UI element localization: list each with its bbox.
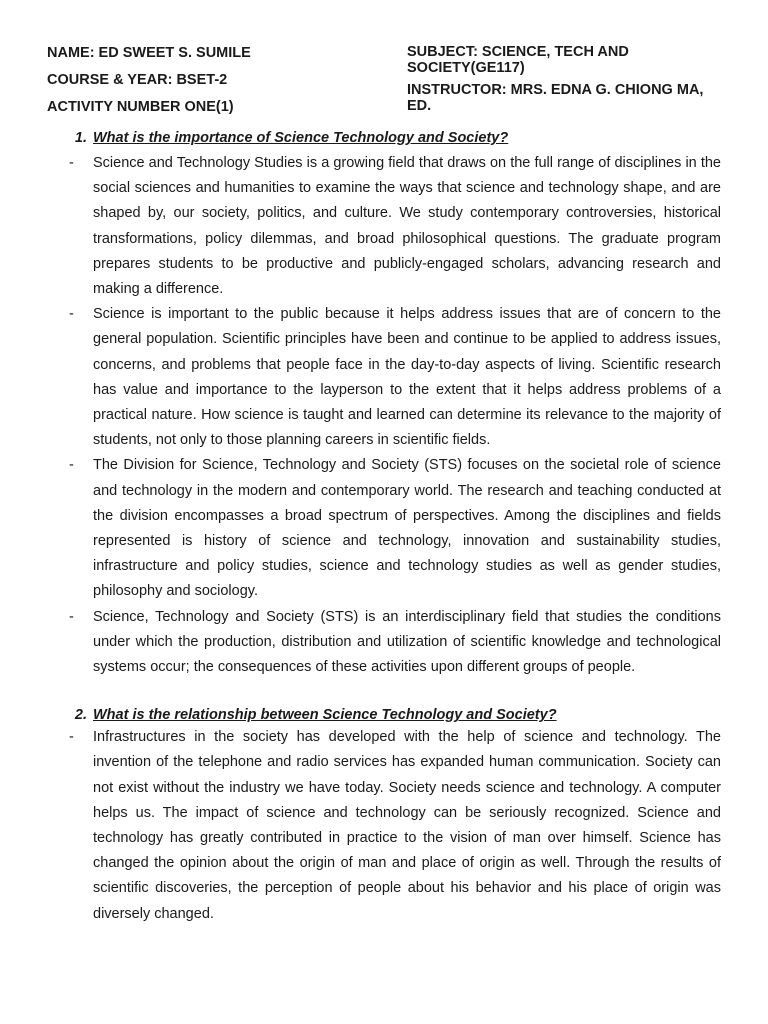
list-item: - Infrastructures in the society has developed with the help of science and technology. The invention of the telephone and radio services has expanded human communication. Society can not exist without the industry we have today. Society needs science and technology. A computer helps us. The impact of science and technology can be seriously recognized. Science and technology has greatly contributed in practice to the vision of man over himself. Science has changed the opinion about the origin of man and place of origin as well. Through the results of scientific discoveries, the perception of people about his behavior and his place of origin was diversely changed. bbox=[47, 725, 721, 927]
instructor: INSTRUCTOR: MRS. EDNA G. CHIONG MA, ED. bbox=[407, 82, 704, 114]
dash-bullet: - bbox=[69, 729, 74, 746]
course-year: COURSE & YEAR: BSET-2 bbox=[47, 72, 228, 88]
subject: SUBJECT: SCIENCE, TECH AND SOCIETY(GE117) bbox=[407, 44, 629, 76]
dash-bullet: - bbox=[69, 608, 74, 625]
dash-bullet: - bbox=[69, 155, 74, 171]
question-1 bbox=[47, 128, 721, 148]
question-number: 1. bbox=[74, 130, 87, 146]
question-2 bbox=[47, 705, 721, 725]
answer-list-2 bbox=[47, 725, 721, 927]
list-item: - Science, Technology and Society (STS) is an interdisciplinary field that studies the conditions under which the production, distribution and utilization of scientific knowledge and technological systems occur; the consequences of these activities upon different groups of people. bbox=[47, 605, 721, 681]
question-text: What is the relationship between Science Technology and Society? bbox=[93, 707, 557, 724]
dash-bullet: - bbox=[69, 306, 74, 323]
document-body bbox=[47, 128, 721, 927]
list-item: - Science is important to the public because it helps address issues that are of concern to the general population. Scientific principles have been and continue to be applied to address issues, concerns, and problems that people face in the day-to-day aspects of living. Scientific research has value and importance to the layperson to the extent that it helps address problems of a practical nature. How science is taught and learned can determine its relevance to the majority of students, not only to those planning careers in scientific fields. bbox=[47, 302, 721, 453]
question-text: What is the importance of Science Technology and Society? bbox=[93, 130, 509, 146]
class-info bbox=[407, 44, 727, 120]
student-info bbox=[47, 45, 367, 126]
list-item: - Science and Technology Studies is a growing field that draws on the full range of disciplines in the social sciences and humanities to examine the ways that science and technology shape, and are shaped by, our society, politics, and culture. We study contemporary controversies, historical transformations, policy dilemmas, and broad philosophical questions. The graduate program prepares students to be productive and publicly-engaged scholars, advancing research and making a difference. bbox=[47, 151, 721, 302]
question-number: 2. bbox=[74, 707, 87, 724]
dash-bullet: - bbox=[69, 457, 74, 474]
answer-list-1 bbox=[47, 151, 721, 680]
student-name: NAME: ED SWEET S. SUMILE bbox=[47, 45, 251, 61]
list-item: - The Division for Science, Technology and Society (STS) focuses on the societal role of science and technology in the modern and contemporary world. The research and teaching conducted at the division encompasses a broad spectrum of perspectives. Among the disciplines and fields represented is history of science and technology, innovation and sustainability studies, infrastructure and policy studies, science and technology studies as well as gender studies, philosophy and sociology. bbox=[47, 453, 721, 604]
activity-number: ACTIVITY NUMBER ONE(1) bbox=[47, 99, 234, 115]
